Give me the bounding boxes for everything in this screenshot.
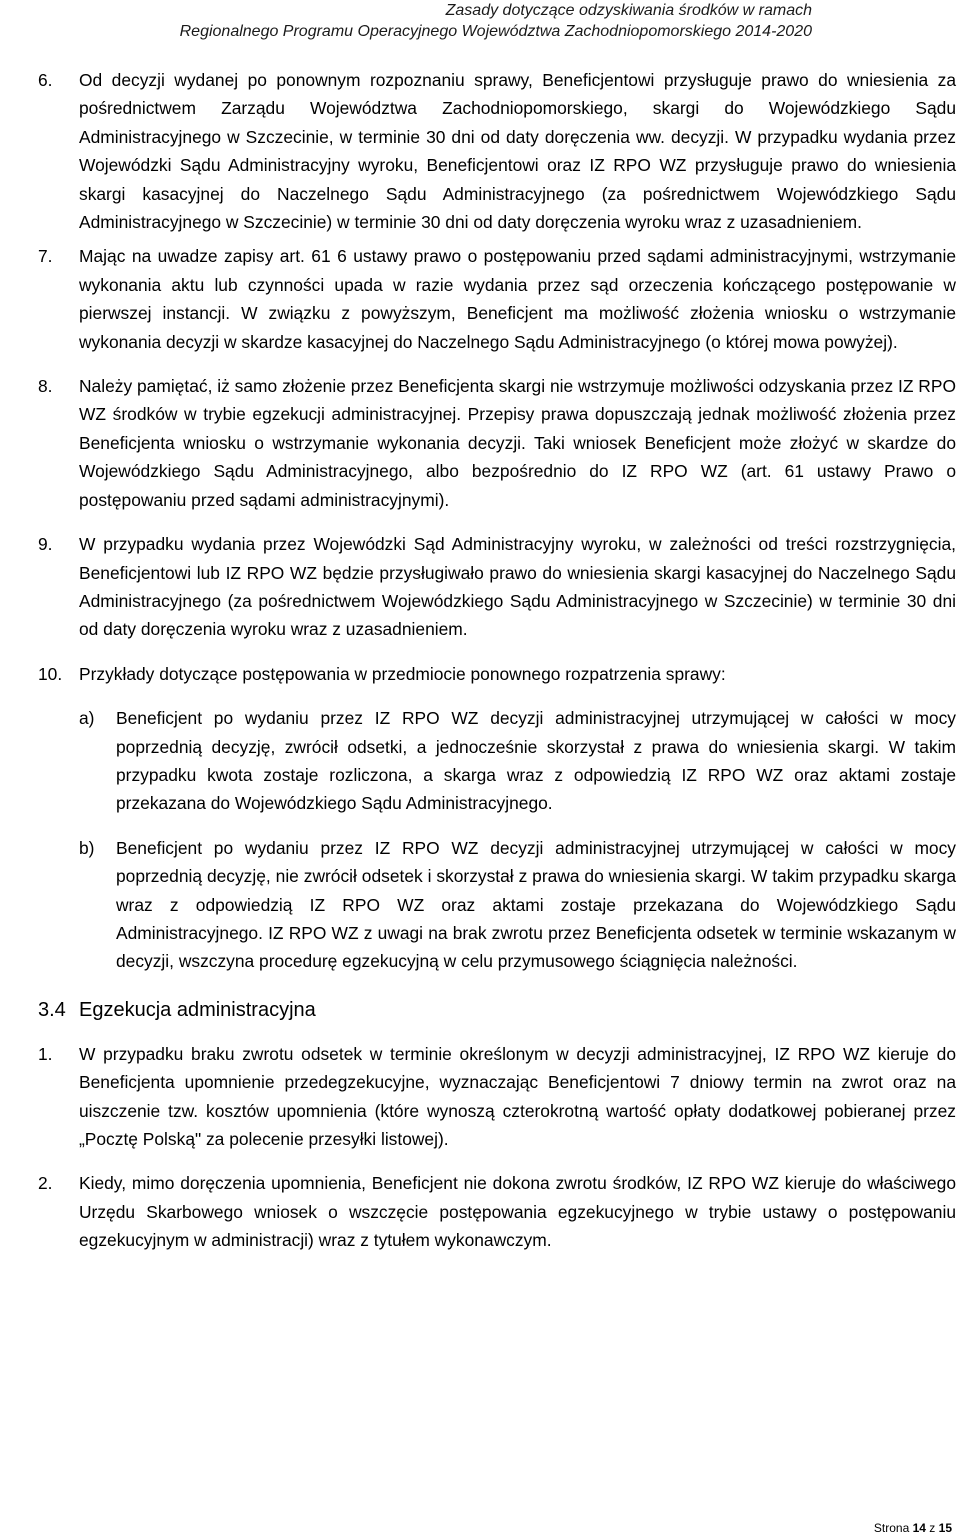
item-text: W przypadku wydania przez Wojewódzki Sąd Administracyjny wyroku, w zależności od treści rozstrzygnięcia, Beneficjentowi lub IZ RPO WZ będzie przysługiwało prawo do wniesienia skargi kasacyjnej do Naczelnego Sądu Administracyjnego (za pośrednictwem Wojewódzkiego Sądu Administracyjnego w Szczecinie) w terminie 30 dni od daty doręczenia wyroku wraz z uzasadnieniem. bbox=[79, 534, 956, 640]
item-number: 6. bbox=[38, 70, 53, 90]
sub-item-a bbox=[79, 704, 956, 818]
footer-page-total: 15 bbox=[938, 1521, 952, 1535]
item-text: Mając na uwadze zapisy art. 61 6 ustawy prawo o postępowaniu przed sądami administracyjnymi, wstrzymanie wykonania aktu lub czynności upada w razie wydania przez sąd orzeczenia kończącego postępowanie w pierwszej instancji. W związku z powyższym, Beneficjent ma możliwość złożenia wniosku o wstrzymanie wykonania decyzji w skardze kasacyjnej do Naczelnego Sądu Administracyjnego (o której mowa powyżej). bbox=[79, 246, 956, 352]
list-item-7 bbox=[38, 242, 956, 356]
sub-list bbox=[38, 704, 956, 976]
item-text: Należy pamiętać, iż samo złożenie przez Beneficjenta skargi nie wstrzymuje możliwości odzyskania przez IZ RPO WZ środków w trybie egzekucji administracyjnej. Przepisy prawa dopuszczają jednak możliwość złożenia przez Beneficjenta wniosku o wstrzymanie wykonania decyzji. Taki wniosek Beneficjent może złożyć w skardze do Wojewódzkiego Sądu Administracyjnego, albo bezpośrednio do IZ RPO WZ (art. 61 ustawy Prawo o postępowaniu przed sądami administracyjnymi). bbox=[79, 376, 956, 510]
item-text: Kiedy, mimo doręczenia upomnienia, Beneficjent nie dokona zwrotu środków, IZ RPO WZ kieruje do właściwego Urzędu Skarbowego wniosek o wszczęcie postępowania egzekucyjnego w trybie ustawy o postępowaniu egzekucyjnym w administracji) wraz z tytułem wykonawczym. bbox=[79, 1173, 956, 1251]
header-line-1: Zasady dotyczące odzyskiwania środków w ramach bbox=[445, 2, 812, 19]
item-number: 1. bbox=[38, 1043, 53, 1064]
footer-label: Strona bbox=[873, 1521, 910, 1535]
item-number: 2. bbox=[38, 1173, 53, 1194]
list-item-9 bbox=[38, 530, 956, 644]
item-text: Przykłady dotyczące postępowania w przedmiocie ponownego rozpatrzenia sprawy: bbox=[79, 663, 726, 684]
list-item-10 bbox=[38, 660, 956, 688]
sub-item-text: Beneficjent po wydaniu przez IZ RPO WZ decyzji administracyjnej utrzymującej w całości w mocy poprzednią decyzję, zwrócił odsetki, a jednocześnie skorzystał z prawa do wniesienia skargi. W takim przypadku kwota zostaje rozliczona, a skarga wraz z odpowiedzią IZ RPO WZ oraz aktami zostaje przekazana do Wojewódzkiego Sądu Administracyjnego. bbox=[116, 708, 956, 814]
footer-page-number: 14 bbox=[912, 1521, 926, 1535]
sub-item-b bbox=[79, 834, 956, 976]
item-number: 8. bbox=[38, 376, 53, 397]
item-number: 9. bbox=[38, 534, 53, 555]
list-item-6 bbox=[38, 66, 956, 236]
section-heading bbox=[38, 996, 956, 1024]
page-header bbox=[0, 0, 960, 42]
list-item-8 bbox=[38, 372, 956, 514]
footer-separator: z bbox=[929, 1521, 936, 1535]
section-item-2 bbox=[38, 1169, 956, 1254]
item-text: W przypadku braku zwrotu odsetek w terminie określonym w decyzji administracyjnej, IZ RPO WZ kieruje do Beneficjenta upomnienie przedegzekucyjne, wyznaczając Beneficjentowi 7 dniowy termin na zwrot oraz na uiszczenie tzw. kosztów upomnienia (które wynoszą czterokrotną wartość opłaty dodatkowej pobieranej przez „Pocztę Polską" za polecenie przesyłki listowej). bbox=[79, 1043, 956, 1149]
section-title: Egzekucja administracyjna bbox=[79, 998, 316, 1021]
item-text: Od decyzji wydanej po ponownym rozpoznaniu sprawy, Beneficjentowi przysługuje prawo do wniesienia za pośrednictwem Zarządu Województwa Zachodniopomorskiego, skargi do Wojewódzkiego Sądu Administracyjnego w Szczecinie, w terminie 30 dni od daty doręczenia ww. decyzji. W przypadku wydania przez Wojewódzki Sądu Administracyjny wyroku, Beneficjentowi oraz IZ RPO WZ przysługuje prawo do wniesienia skargi kasacyjnej do Naczelnego Sądu Administracyjnego (za pośrednictwem Wojewódzkiego Sądu Administracyjnego w Szczecinie) w terminie 30 dni od daty doręczenia wyroku wraz z uzasadnieniem. bbox=[79, 70, 956, 233]
header-line-2: Regionalnego Programu Operacyjnego Województwa Zachodniopomorskiego 2014-2020 bbox=[179, 23, 812, 40]
sub-item-label: a) bbox=[79, 708, 95, 729]
section-number: 3.4 bbox=[38, 998, 66, 1021]
item-number: 7. bbox=[38, 246, 53, 267]
page-footer bbox=[874, 1521, 952, 1535]
document-body bbox=[38, 66, 956, 1255]
item-number: 10. bbox=[38, 663, 63, 684]
section-item-1 bbox=[38, 1040, 956, 1154]
sub-item-label: b) bbox=[79, 837, 95, 858]
sub-item-text: Beneficjent po wydaniu przez IZ RPO WZ decyzji administracyjnej utrzymującej w całości w mocy poprzednią decyzję, nie zwrócił odsetek i skorzystał z prawa do wniesienia skargi. W takim przypadku skarga wraz z odpowiedzią IZ RPO WZ oraz aktami zostaje przekazana do Wojewódzkiego Sądu Administracyjnego. IZ RPO WZ z uwagi na brak zwrotu przez Beneficjenta odsetek w terminie wskazanym w decyzji, wszczyna procedurę egzekucyjną w celu przymusowego ściągnięcia należności. bbox=[116, 837, 956, 972]
